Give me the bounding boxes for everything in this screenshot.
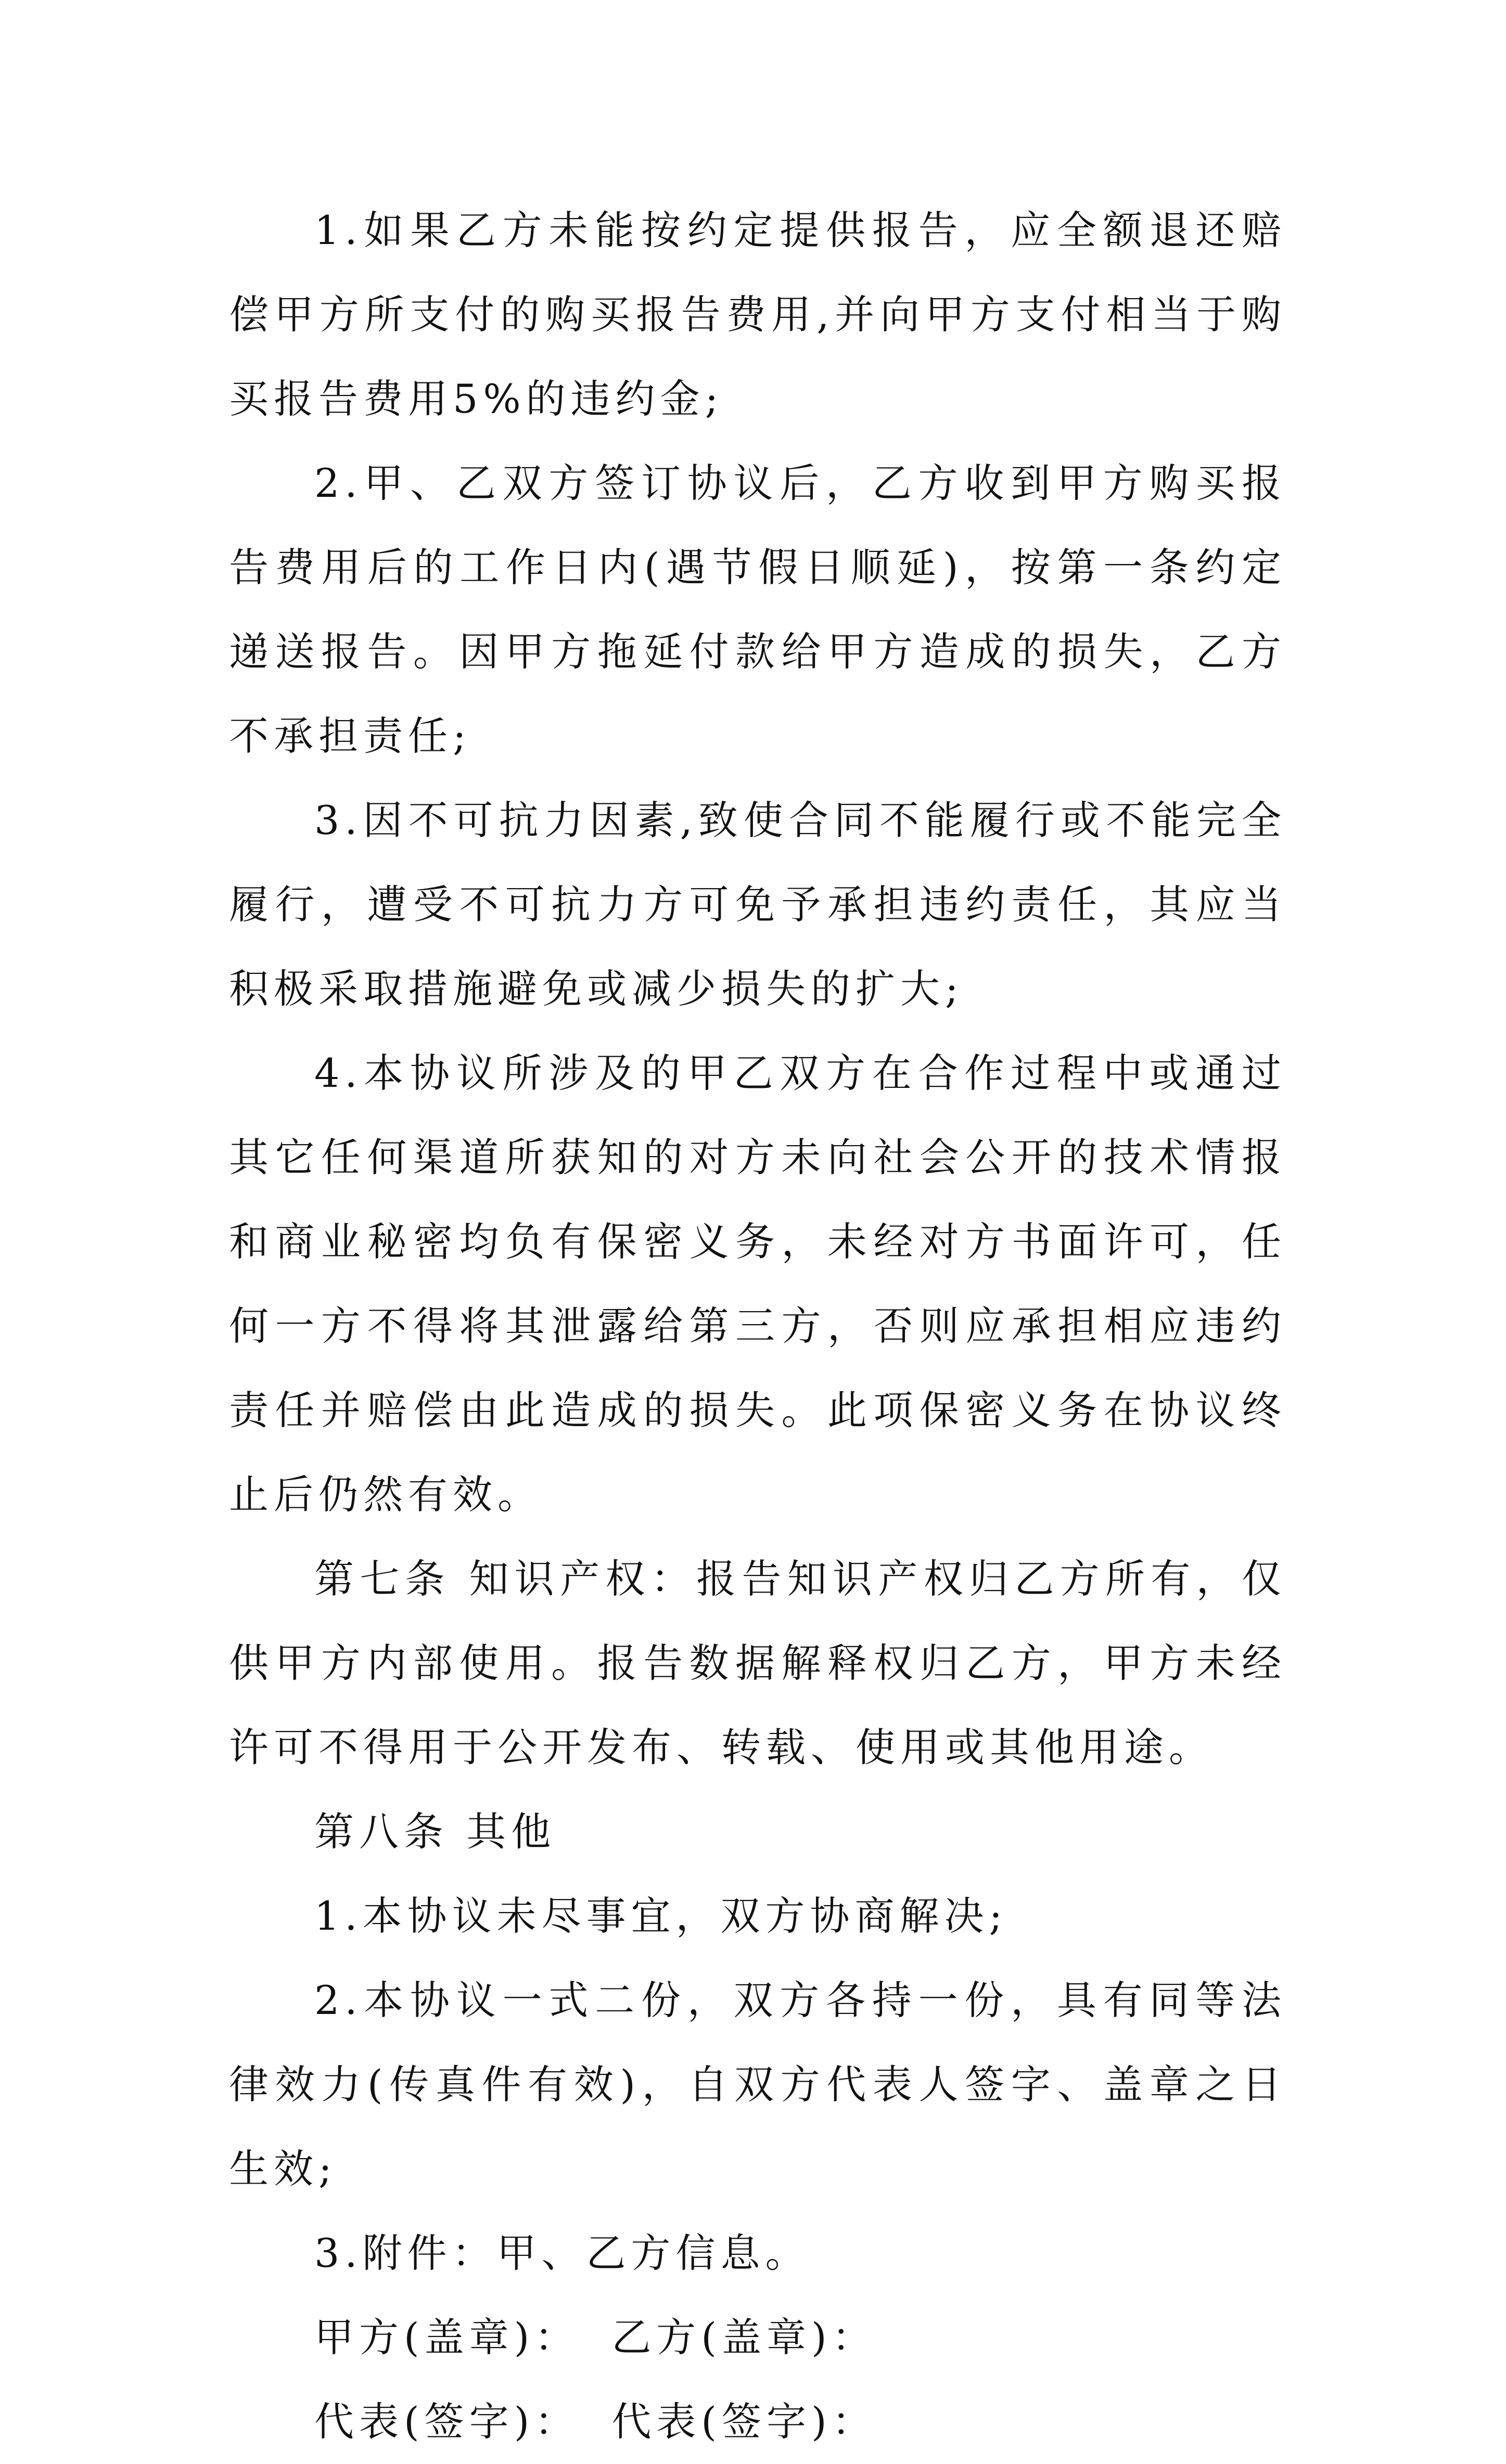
article-7-intellectual-property: 第七条 知识产权：报告知识产权归乙方所有，仅供甲方内部使用。报告数据解释权归乙方，甲方未经许可不得用于公开发布、转载、使用或其他用途。 bbox=[229, 1556, 1286, 1770]
signature-row bbox=[229, 2380, 1286, 2464]
article-8-heading: 第八条 其他 bbox=[314, 1808, 556, 1855]
article-8-item-1: 1.本协议未尽事宜，双方协商解决; bbox=[314, 1893, 1008, 1939]
breach-clause-2: 2.甲、乙双方签订协议后，乙方收到甲方购买报告费用后的工作日内(遇节假日顺延)，按第一条约定递送报告。因甲方拖延付款给甲方造成的损失，乙方不承担责任; bbox=[229, 460, 1286, 759]
party-b-rep-label: 代表(签字)： bbox=[611, 2398, 877, 2445]
party-b-seal-label: 乙方(盖章)： bbox=[611, 2314, 877, 2360]
breach-clause-1: 1.如果乙方未能按约定提供报告，应全额退还赔偿甲方所支付的购买报告费用,并向甲方支付相当于购买报告费用5%的违约金; bbox=[229, 207, 1286, 422]
article-8-item-3: 3.附件：甲、乙方信息。 bbox=[314, 2230, 810, 2276]
article-8-item-2: 2.本协议一式二份，双方各持一份，具有同等法律效力(传真件有效)，自双方代表人签字、盖章之日生效; bbox=[229, 1977, 1286, 2192]
breach-clause-4: 4.本协议所涉及的甲乙双方在合作过程中或通过其它任何渠道所获知的对方未向社会公开的技术情报和商业秘密均负有保密义务，未经对方书面许可，任何一方不得将其泄露给第三方，否则应承担相应违约责任并赔偿由此造成的损失。此项保密义务在协议终止后仍然有效。 bbox=[229, 1050, 1286, 1518]
party-a-rep-label: 代表(签字)： bbox=[314, 2398, 580, 2445]
party-a-seal-label: 甲方(盖章)： bbox=[314, 2314, 580, 2360]
breach-clause-3: 3.因不可抗力因素,致使合同不能履行或不能完全履行，遭受不可抗力方可免予承担违约责任，其应当积极采取措施避免或减少损失的扩大; bbox=[229, 797, 1286, 1012]
seal-row bbox=[229, 2295, 1286, 2380]
document-body bbox=[229, 188, 1286, 2464]
